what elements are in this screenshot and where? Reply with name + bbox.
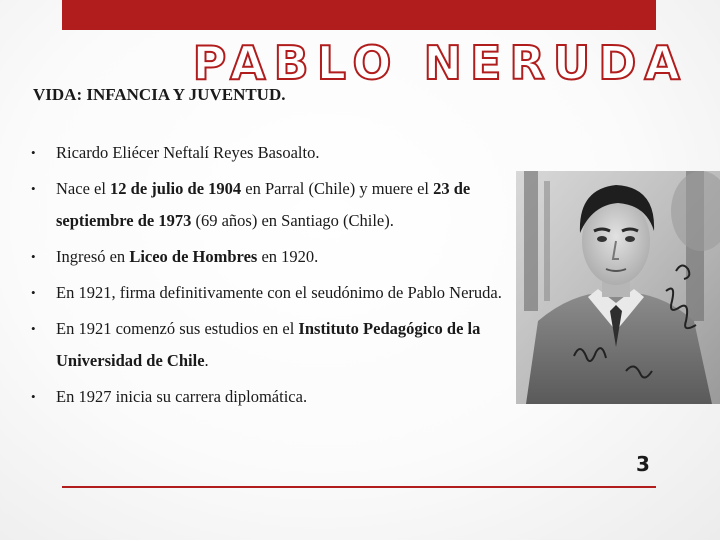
bullet-dot: • (31, 181, 36, 196)
bullet-dot: • (31, 321, 36, 336)
bullet-text: Liceo de Hombres (129, 247, 258, 266)
bullet-dot: • (31, 285, 36, 300)
page-number: 3 (636, 452, 650, 476)
bottom-accent-line (62, 486, 656, 488)
slide-subtitle: VIDA: INFANCIA Y JUVENTUD. (33, 85, 286, 104)
bullet-text: Ingresó en (56, 247, 130, 266)
bullet-dot: • (31, 249, 36, 264)
bullet-item (30, 241, 530, 273)
bullet-text: 12 de julio de 1904 (110, 179, 242, 198)
bullet-text: (69 años) en Santiago (Chile). (191, 211, 394, 230)
top-accent-bar (62, 0, 656, 30)
bullet-item (30, 173, 530, 237)
bullet-text: . (204, 351, 209, 370)
bullet-text: En 1927 inicia su carrera diplomática. (56, 387, 308, 406)
bullet-list (30, 137, 530, 417)
bullet-item (30, 381, 530, 413)
bullet-dot: • (31, 145, 36, 160)
bullet-text: Instituto Pedagógico de la Universidad de Chile (56, 319, 481, 370)
bullet-text: En 1921 comenzó sus estudios en el (56, 319, 299, 338)
bullet-text: Ricardo Eliécer Neftalí Reyes Basoalto. (56, 143, 320, 162)
bullet-item (30, 137, 530, 169)
bullet-text: Nace el (56, 179, 111, 198)
portrait-photo (516, 171, 720, 404)
slide-title: PABLO NERUDA (192, 36, 688, 90)
bullet-text: en 1920. (257, 247, 319, 266)
bullet-text: 23 de septiembre de 1973 (56, 179, 471, 230)
bullet-dot: • (31, 389, 36, 404)
bullet-text: En 1921, firma definitivamente con el seudónimo de Pablo Neruda. (56, 283, 502, 302)
bullet-text: en Parral (Chile) y muere el (241, 179, 434, 198)
bullet-item (30, 313, 530, 377)
bullet-item (30, 277, 530, 309)
